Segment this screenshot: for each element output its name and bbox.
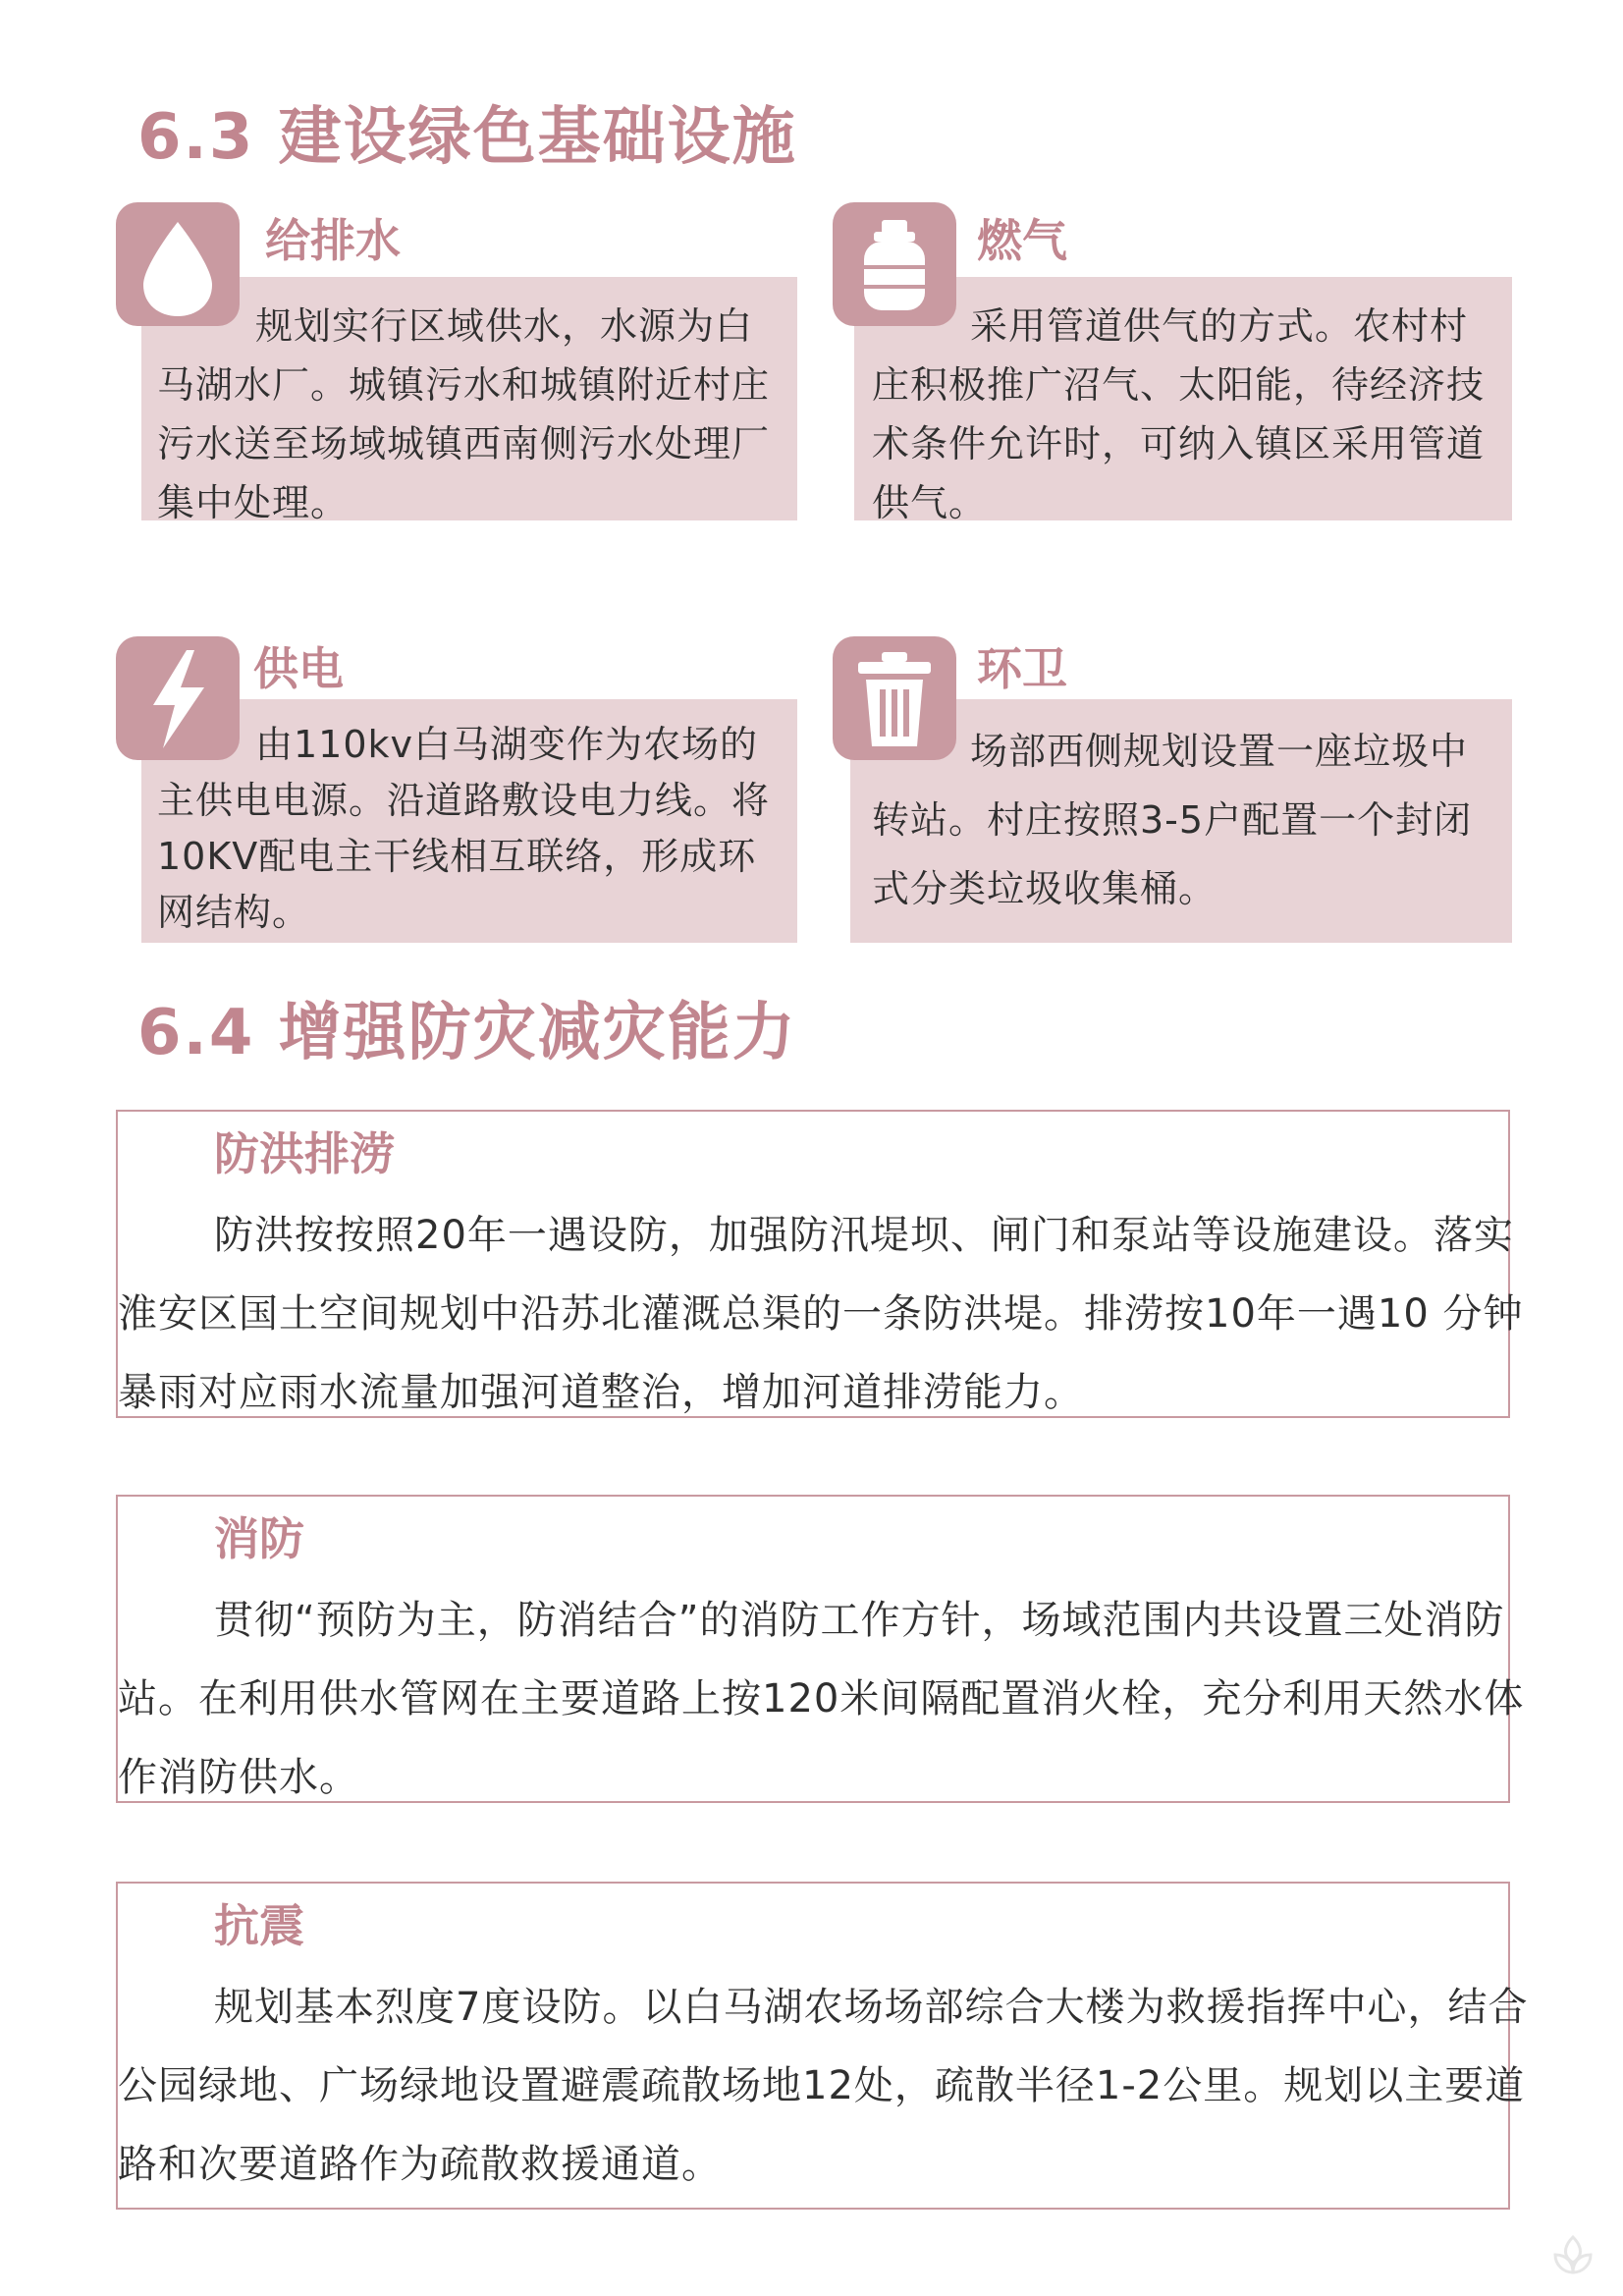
section-title-6-3: 6.3 建设绿色基础设施	[137, 101, 797, 174]
box-earthquake-heading: 抗震	[214, 1899, 304, 1952]
watermark-logo-icon	[1543, 2229, 1602, 2288]
box-flood-text: 防洪按按照20年一遇设防，加强防汛堤坝、闸门和泵站等设施建设。落实淮安区国土空间规划中沿苏北灌溉总渠的一条防洪堤。排涝按10年一遇10 分钟暴雨对应雨水流量加强河道整治，增加河道排涝能力。	[118, 1213, 1524, 1415]
card-power-heading: 供电	[253, 642, 344, 695]
card-power-text: 由110kv白马湖变作为农场的主供电电源。沿道路敷设电力线。将10KV配电主干线相互联络，形成环网结构。	[157, 723, 771, 934]
box-earthquake	[116, 1882, 1529, 2210]
card-gas-heading: 燃气	[977, 214, 1067, 267]
card-gas-text: 采用管道供气的方式。农村村庄积极推广沼气、太阳能，待经济技术条件允许时，可纳入镇区采用管道供气。	[872, 304, 1486, 524]
box-earthquake-text: 规划基本烈度7度设防。以白马湖农场场部综合大楼为救援指挥中心，结合公园绿地、广场绿地设置避震疏散场地12处，疏散半径1-2公里。规划以主要道路和次要道路作为疏散救援通道。	[118, 1985, 1529, 2187]
section-title-6-4: 6.4 增强防灾减灾能力	[137, 997, 797, 1069]
box-fire-text: 贯彻“预防为主，防消结合”的消防工作方针，场域范围内共设置三处消防站。在利用供水管网在主要道路上按120米间隔配置消火栓，充分利用天然水体作消防供水。	[118, 1598, 1525, 1800]
card-water-heading: 给排水	[265, 214, 401, 267]
card-sanitation-text: 场部西侧规划设置一座垃圾中转站。村庄按照3-5户配置一个封闭式分类垃圾收集桶。	[872, 730, 1473, 910]
box-flood-control	[116, 1110, 1524, 1418]
box-fire-protection	[116, 1495, 1525, 1803]
box-fire-heading: 消防	[214, 1512, 304, 1565]
box-flood-heading: 防洪排涝	[214, 1127, 395, 1180]
card-water-text: 规划实行区域供水，水源为白马湖水厂。城镇污水和城镇附近村庄污水送至场域城镇西南侧污水处理厂集中处理。	[157, 304, 771, 524]
card-sanitation-heading: 环卫	[977, 642, 1067, 695]
